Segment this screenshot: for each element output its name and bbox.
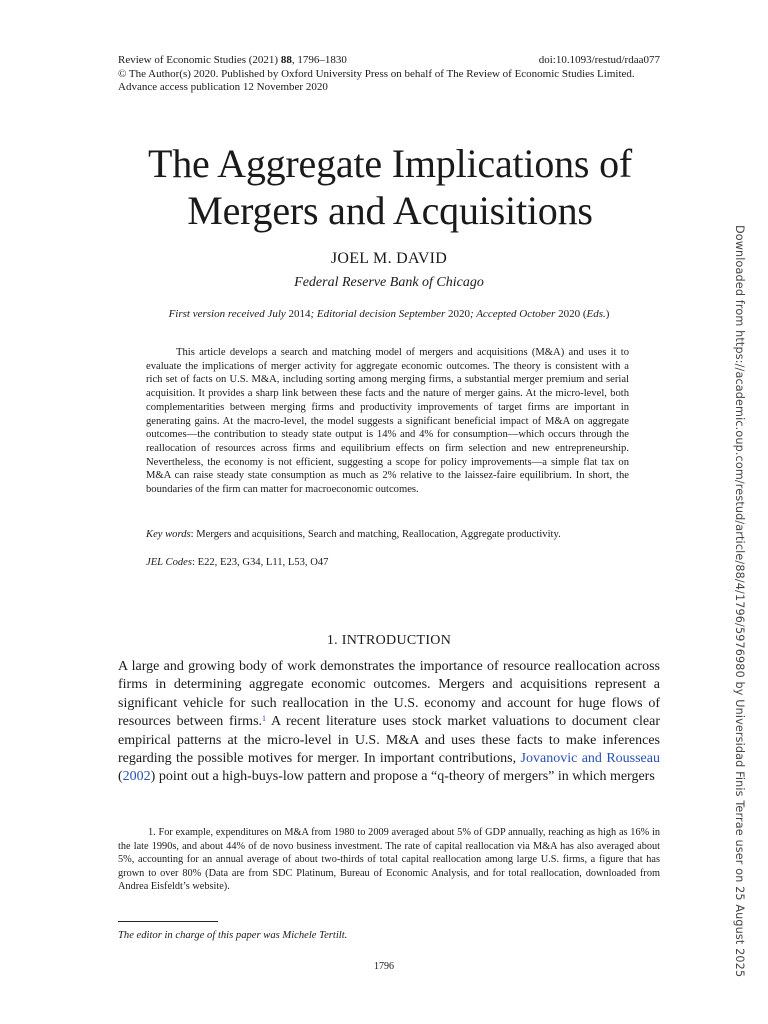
copyright-line: © The Author(s) 2020. Published by Oxford University Press on behalf of The Review of Economic Studies Limited. [118, 67, 635, 80]
journal-citation [118, 54, 347, 68]
paper-title [100, 140, 680, 234]
footnote-text: 1. For example, expenditures on M&A from 1980 to 2009 averaged about 5% of GDP annually, reaching as high as 16% in the late 1990s, and about 44% of de novo business investment. The rate of capital reallocation via M&A has also averaged about 5%, accounting for an annual average of about two-thirds of total capital reallocation among large U.S. firms, a figure that has grown to over 80% (Data are from SDC Platinum, Bureau of Economic Analysis, and for total reallocation, downloaded from Andrea Eisfeldt’s website). [118, 827, 660, 893]
journal-pages: , 1796–1830 [291, 54, 347, 66]
dates-accepted-label: ; Accepted October [470, 308, 556, 320]
intro-text-3: ( [118, 769, 123, 785]
jel-text: : E22, E23, G34, L11, L53, O47 [192, 557, 329, 568]
dates-first-label: First version received July [168, 308, 286, 320]
footnote-ref-1[interactable]: 1 [262, 714, 267, 724]
doi: doi:10.1093/restud/rdaa077 [538, 54, 660, 66]
editor-note: The editor in charge of this paper was Michele Tertilt. [118, 930, 348, 941]
advance-access-line: Advance access publication 12 November 2020 [118, 81, 328, 93]
intro-text-1: A large and growing body of work demonstrates the importance of resource reallocation across firms in determining aggregate economic outcomes. Mergers and acquisitions represent a significant vehicle for such reallocation in the U.S. economy and account for huge flows of resources between firms. [118, 659, 660, 730]
jel-label: JEL Codes [146, 557, 193, 568]
title-line-1: The Aggregate Implications of [147, 141, 633, 186]
section-heading-introduction: 1. INTRODUCTION [326, 633, 452, 648]
title-line-2: Mergers and Acquisitions [187, 188, 593, 233]
keywords [146, 529, 629, 540]
jel-codes [146, 557, 629, 568]
journal-volume: 88 [280, 54, 292, 66]
abstract: This article develops a search and matching model of mergers and acquisitions (M&A) and uses it to evaluate the implications of merger activity for aggregate economic outcomes. The theory is consistent with a rich set of facts on U.S. M&A, including sorting among merging firms, a substantial merger premium and serial acquisition. It provides a sharp link between these facts and the nature of merger gains. At the micro-level, both complementarities between merging firms and productivity improvements of target firms are important in generating gains. At the macro-level, the model suggests a significant beneficial impact of M&A on aggregate outcomes—the contribution to steady state output is 14% and 4% for consumption—which occurs through the reallocation of resources across firms and equilibrium effects on firm selection and new entrepreneurship. Nevertheless, the economy is not efficient, suggesting a scope for policy improvements—a simple flat tax on M&A can raise steady state consumption as much as 2% relative to the laissez-faire equilibrium. In short, the boundaries of the firm can matter for macroeconomic outcomes. [146, 347, 629, 496]
footnote-1 [118, 826, 660, 894]
citation-link-authors[interactable]: Jovanovic and Rousseau [520, 751, 660, 767]
submission-dates [118, 308, 660, 320]
author-name: JOEL M. DAVID [330, 250, 448, 267]
page-number: 1796 [374, 961, 394, 972]
keywords-text: : Mergers and acquisitions, Search and matching, Reallocation, Aggregate productivity. [190, 529, 561, 540]
footnote-divider [118, 921, 218, 922]
intro-text-2: A recent literature uses stock market valuations to document clear empirical patterns at the micro-level in U.S. M&A and uses these facts to make inferences regarding the possible motives for merger. In important contributions, [118, 714, 660, 767]
dates-decision-label: ; Editorial decision September [310, 308, 446, 320]
keywords-label: Key words [146, 529, 191, 540]
dates-close: ) [605, 308, 610, 320]
dates-eds: Eds. [586, 308, 606, 320]
citation-link-year[interactable]: 2002 [122, 769, 151, 785]
intro-text-4: ) point out a high-buys-low pattern and propose a “q-theory of mergers” in which mergers [150, 769, 655, 785]
author-affiliation: Federal Reserve Bank of Chicago [294, 275, 484, 290]
download-stamp-text: Downloaded from https://academic.oup.com/restud/article/88/4/1796/5976980 by Universidad Finis Terrae user on 25 August 2025 [733, 225, 746, 978]
journal-name: Review of Economic Studies (2021) [118, 54, 281, 66]
introduction-paragraph [118, 658, 660, 787]
dates-decision-year: 2020 [445, 308, 470, 320]
journal-header [118, 54, 660, 95]
dates-first-year: 2014 [285, 308, 311, 320]
dates-accepted-year: 2020 ( [555, 308, 587, 320]
